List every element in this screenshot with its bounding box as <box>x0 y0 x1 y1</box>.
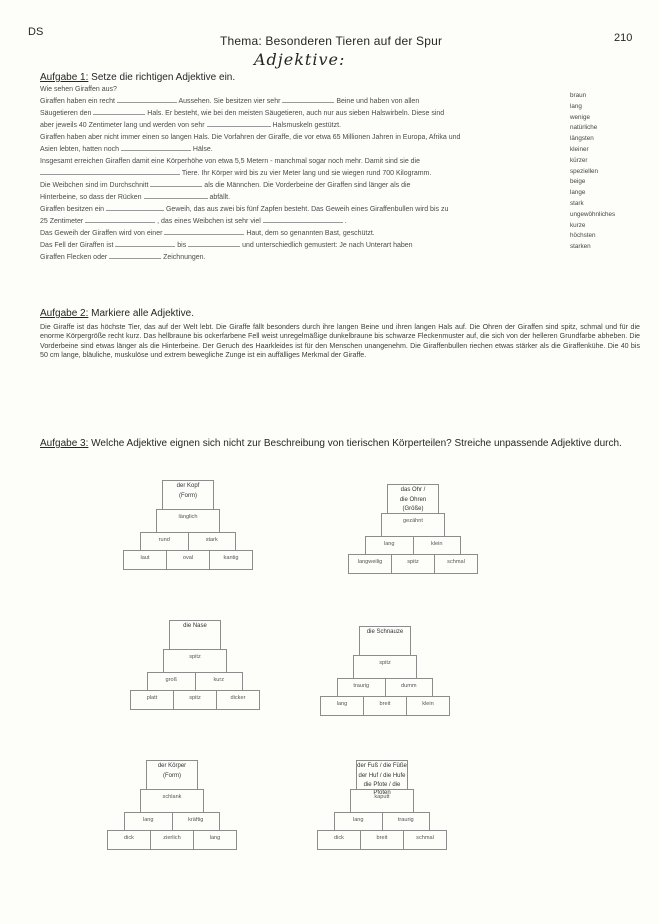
cloze-text-segment: abfällt. <box>207 194 231 201</box>
adjective-cell[interactable]: traurig <box>397 817 414 823</box>
cloze-gap[interactable] <box>150 181 202 187</box>
task2-instruction: Markiere alle Adjektive. <box>88 308 194 319</box>
pyramid-title <box>360 637 410 639</box>
adjective-cell[interactable]: klein <box>422 701 434 707</box>
worksheet-theme: Thema: Besonderen Tieren auf der Spur <box>220 34 443 48</box>
cloze-text-segment: Hals. Er besteht, wie bei den meisten Säugetieren, auch nur aus sieben Halswirbeln. Diese sind <box>145 110 445 117</box>
cloze-gap[interactable] <box>40 169 120 175</box>
cloze-text-segment: Hinterbeine, so dass der Rücken <box>40 194 144 201</box>
task1-word-bank <box>570 92 640 254</box>
cloze-gap[interactable] <box>263 217 343 223</box>
pyramid-title-box <box>359 626 411 656</box>
word-bank-item: natürliche <box>570 124 598 132</box>
pyramid-row <box>334 812 430 831</box>
cloze-gap[interactable] <box>207 121 271 127</box>
word-bank-item: kürzer <box>570 156 588 164</box>
pyramid-row <box>320 696 450 716</box>
word-bank-item: ungewöhnliches <box>570 210 616 218</box>
task1-cloze-text <box>40 85 570 265</box>
cloze-text-segment: Giraffen Flecken oder <box>40 254 110 261</box>
pyramid-title: (Form) <box>163 772 181 779</box>
task2-paragraph: Die Giraffe ist das höchste Tier, das auf der Welt lebt. Die Giraffe fällt besonders durch ihre langen Beine und ihren langen Hals auf. Die Ohren der Giraffen sind spitz, schmal und für die enorme Körpergröße recht kurz. Das hellbraune bis ockerfarbene Fell weist unregelmäßige dunkelbraune bis schwarze Fleckenmuster auf, die sich von der helleren Grundfarbe abheben. Die Vorderbeine sind etwas länger als die Hinterbeine. Der Geruch des Haarkleides ist für den Menschen unangenehm. Die Giraffenbullen riechen etwas stärker als die Giraffenkühe. Die 40 bis 50 cm lange, bläuliche, muskulöse und extrem bewegliche Zunge ist ein auffälliges Merkmal der Giraffe. <box>40 323 640 360</box>
cloze-text-segment: Das Geweih der Giraffen wird von einer <box>40 230 165 237</box>
pyramid-row <box>381 513 445 537</box>
adjective-cell[interactable]: stark <box>205 537 218 543</box>
adjective-cell[interactable]: dick <box>318 831 361 849</box>
adjective-cell[interactable]: spitz <box>392 555 435 573</box>
cloze-text-segment: Beine und haben von allen <box>334 98 420 105</box>
adjective-cell[interactable]: traurig <box>338 679 386 696</box>
adjective-cell[interactable]: breit <box>364 697 407 715</box>
pyramid-row <box>140 789 204 813</box>
pyramid-row <box>147 672 243 691</box>
word-bank-item: kurze <box>570 221 586 229</box>
cloze-text-segment: Insgesamt erreichen Giraffen damit eine Körperhöhe von etwa 5,5 Metern - manchmal sogar noch mehr. Damit sind sie die <box>40 158 421 165</box>
pyramid-row <box>350 789 414 813</box>
cloze-text-segment: Asien lebten, hatten noch <box>40 146 121 153</box>
cloze-text-segment: Giraffen besitzen ein <box>40 206 107 213</box>
adjective-cell[interactable]: spitz <box>189 654 201 660</box>
adjective-cell[interactable]: zierlich <box>151 831 194 849</box>
cloze-gap[interactable] <box>120 169 180 175</box>
adjective-cell[interactable]: spitz <box>174 691 217 709</box>
cloze-line <box>40 121 570 133</box>
word-bank-item: kleiner <box>570 145 589 153</box>
pyramid-row <box>124 812 220 831</box>
adjective-cell[interactable]: schmal <box>447 559 465 565</box>
adjective-cell[interactable]: kurz <box>213 677 225 683</box>
cloze-line <box>40 229 570 241</box>
cloze-text-segment: 25 Zentimeter <box>40 218 86 225</box>
pyramid-title: (Größe) <box>402 506 424 512</box>
adjective-cell[interactable]: langweilig <box>349 555 392 573</box>
task3-instruction: Welche Adjektive eignen sich nicht zur Beschreibung von tierischen Körperteilen? Streiche unpassende Adjektive durch. <box>88 438 622 449</box>
cloze-text-segment: Wie sehen Giraffen aus? <box>40 86 117 93</box>
cloze-gap[interactable] <box>115 241 175 247</box>
cloze-text-segment: Hälse. <box>190 146 213 153</box>
cloze-gap[interactable] <box>282 97 334 103</box>
cloze-text-segment: Geweih, das aus zwei bis fünf Zapfen besteht. Das Geweih eines Giraffenbullen wird bis zu <box>164 206 449 213</box>
cloze-text-segment: Aussehen. Sie besitzen vier sehr <box>176 98 283 105</box>
cloze-line <box>40 253 570 265</box>
pyramid-title: der Körper <box>157 763 187 769</box>
adjective-cell[interactable]: lang <box>125 813 173 830</box>
adjective-cell[interactable]: platt <box>131 691 174 709</box>
cloze-text-segment: Tiere. Ihr Körper wird bis zu vier Meter lang und sie wiegen rund 700 Kilogramm. <box>180 170 432 177</box>
adjective-cell[interactable]: lang <box>366 537 414 554</box>
cloze-text-segment: bis <box>175 242 189 249</box>
pyramid-title-box <box>146 760 198 790</box>
pyramid-row <box>348 554 478 574</box>
cloze-text-segment: Giraffen haben ein recht <box>40 98 117 105</box>
adjective-cell[interactable]: schmal <box>416 835 434 841</box>
adjective-cell[interactable]: groß <box>148 673 196 690</box>
pyramid-title: der Kopf <box>176 483 200 489</box>
cloze-line <box>40 109 570 121</box>
cloze-line <box>40 241 570 253</box>
cloze-text-segment: Säugetieren den <box>40 110 94 117</box>
word-bank-item: speziellen <box>570 167 599 175</box>
pyramid-title-box <box>387 484 439 514</box>
cloze-text-segment: Das Fell der Giraffen ist <box>40 242 116 249</box>
pyramid-title: der Huf / die Hufe <box>358 772 406 779</box>
cloze-text-segment: als die Männchen. Die Vorderbeine der Giraffen sind länger als die <box>202 182 411 189</box>
cloze-gap[interactable] <box>93 109 145 115</box>
pyramid-title: (Form) <box>179 492 197 499</box>
pyramid-row <box>337 678 433 697</box>
pyramid-row <box>130 690 260 710</box>
cloze-line <box>40 133 570 145</box>
word-bank-item: höchsten <box>570 232 596 240</box>
pyramid-row <box>107 830 237 850</box>
task2-label: Aufgabe 2: <box>40 308 89 319</box>
pyramid-row <box>140 532 236 551</box>
adjective-cell[interactable]: kaputt <box>374 794 390 800</box>
cloze-text-segment: , das eines Weibchen ist sehr viel <box>155 218 263 225</box>
cloze-line <box>40 157 570 169</box>
cloze-text-segment: aber jeweils 40 Zentimeter lang und werden von sehr <box>40 122 207 129</box>
adjective-cell[interactable]: dicker <box>230 695 246 701</box>
word-bank-item: braun <box>570 92 587 99</box>
pyramid-row <box>365 536 461 555</box>
task1-instruction: Setze die richtigen Adjektive ein. <box>88 72 236 83</box>
cloze-text-segment: Giraffen haben aber nicht immer einen so langen Hals. Die Vorfahren der Giraffe, die vor etwa 65 Millionen Jahren in Europa, Afrika und <box>40 134 461 141</box>
adjective-cell[interactable]: spitz <box>379 660 391 666</box>
task3-label: Aufgabe 3: <box>40 438 89 449</box>
pyramid-title-box <box>356 760 408 796</box>
cloze-text-segment: und unterschiedlich gemustert: Je nach Unterart haben <box>240 242 413 249</box>
cloze-line <box>40 85 570 97</box>
adjective-cell[interactable]: kräftig <box>188 817 204 823</box>
pyramid-title: der Fuß / die Füße <box>357 763 407 769</box>
cloze-text-segment: . <box>342 218 347 225</box>
pyramid-title: das Ohr / <box>400 487 426 493</box>
cloze-gap[interactable] <box>117 97 177 103</box>
adjective-cell[interactable]: dick <box>108 831 151 849</box>
adjective-cell[interactable]: breit <box>361 831 404 849</box>
cloze-line <box>40 169 570 181</box>
adjective-cell[interactable]: gezähnt <box>403 518 423 524</box>
word-bank-item: wenige <box>570 113 590 121</box>
adjective-cell[interactable]: schlank <box>162 794 182 800</box>
pyramid-row <box>317 830 447 850</box>
cloze-gap[interactable] <box>164 229 244 235</box>
cloze-text-segment: Halsmuskeln gestützt. <box>270 122 341 129</box>
word-bank-item: stark <box>570 199 584 207</box>
adjective-cell[interactable]: rund <box>141 533 189 550</box>
cloze-gap[interactable] <box>109 253 161 259</box>
adjective-cell[interactable]: laut <box>124 551 167 569</box>
cloze-line <box>40 97 570 109</box>
task1-label: Aufgabe 1: <box>40 72 89 83</box>
adjective-cell[interactable]: lang <box>321 697 364 715</box>
cloze-text-segment: Haut, dem so genannten Bast, geschützt. <box>244 230 375 237</box>
task2-heading <box>40 308 194 320</box>
pyramid-row <box>163 649 227 673</box>
task1-heading <box>40 72 235 84</box>
adjective-cell[interactable]: dumm <box>400 683 417 689</box>
pyramid-title <box>170 631 220 633</box>
word-bank-item: längsten <box>570 135 594 143</box>
cloze-gap[interactable] <box>85 217 155 223</box>
word-bank-item: starken <box>570 243 591 251</box>
cloze-line <box>40 193 570 205</box>
cloze-gap[interactable] <box>188 241 240 247</box>
cloze-gap[interactable] <box>106 205 164 211</box>
adjective-cell[interactable]: länglich <box>178 514 198 520</box>
cloze-line <box>40 181 570 193</box>
cloze-line <box>40 145 570 157</box>
pyramid-title: die Nase <box>183 623 207 629</box>
cloze-text-segment: Zeichnungen. <box>161 254 206 261</box>
cloze-text-segment: Die Weibchen sind im Durchschnitt <box>40 182 151 189</box>
adjective-cell[interactable]: lang <box>335 813 383 830</box>
word-bank-item: lang <box>570 102 582 110</box>
pyramid-row <box>156 509 220 533</box>
pyramid-row <box>353 655 417 679</box>
page-title: Adjektive: <box>254 50 346 69</box>
word-bank-item: lange <box>570 189 586 197</box>
adjective-cell[interactable]: lang <box>209 835 221 841</box>
pyramid-title: die Schnauze <box>366 629 404 635</box>
pyramid-title-box <box>169 620 221 650</box>
cloze-line <box>40 205 570 217</box>
adjective-cell[interactable]: kantig <box>223 555 239 561</box>
pyramid-row <box>123 550 253 570</box>
task3-heading <box>40 438 630 450</box>
pyramid-title: die Pfote / die Pfoten <box>363 782 401 796</box>
worksheet-number: DS <box>28 26 44 38</box>
pyramid-title: die Ohren <box>399 496 427 503</box>
cloze-gap[interactable] <box>121 145 191 151</box>
cloze-line <box>40 217 570 229</box>
word-bank-item: beige <box>570 178 586 186</box>
cloze-gap[interactable] <box>144 193 208 199</box>
page-number: 210 <box>614 32 633 44</box>
adjective-cell[interactable]: klein <box>430 541 443 547</box>
pyramid-title-box <box>162 480 214 510</box>
adjective-cell[interactable]: oval <box>167 551 210 569</box>
